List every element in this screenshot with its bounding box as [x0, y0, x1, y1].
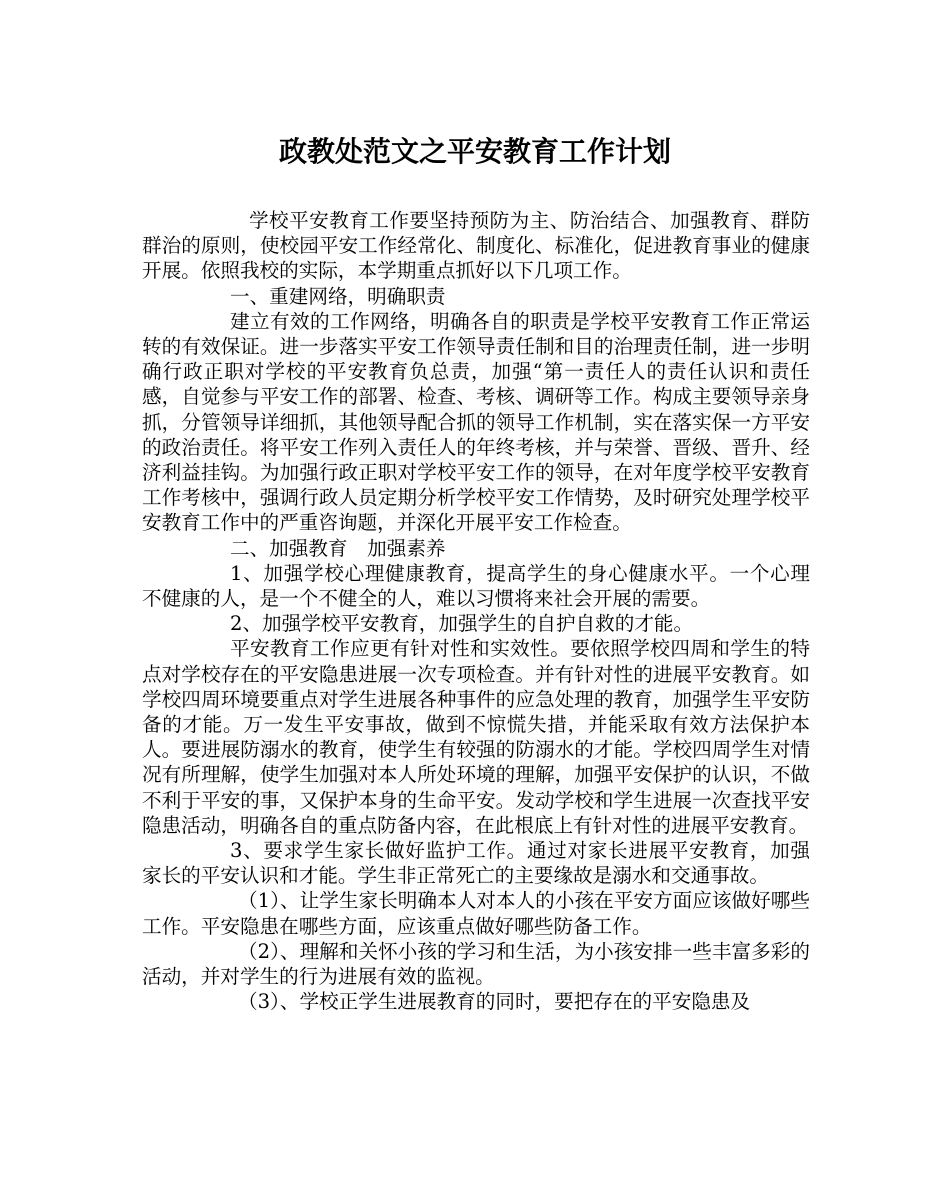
paragraph-item-2: 2、加强学校平安教育，加强学生的自护自救的才能。 [230, 612, 694, 636]
document-title: 政教处范文之平安教育工作计划 [278, 135, 671, 168]
document-body [142, 208, 810, 1015]
paragraph-sub-3: （3）、学校正学生进展教育的同时，要把存在的平安隐患及 [238, 990, 751, 1014]
paragraph-item-3: 3、要求学生家长做好监护工作。通过对家长进展平安教育，加强家长的平安认识和才能。学生非正常死亡的主要缘故是溺水和交通事故。 [142, 839, 810, 888]
section-heading-1: 一、重建网络，明确职责 [230, 284, 446, 308]
paragraph-sub-2: （2）、理解和关怀小孩的学习和生活，为小孩安排一些丰富多彩的活动，并对学生的行为进展有效的监视。 [142, 939, 810, 989]
paragraph-safety-education: 平安教育工作应更有针对性和实效性。要依照学校四周和学生的特点对学校存在的平安隐患进展一次专项检查。并有针对性的进展平安教育。如学校四周环境要重点对学生进展各种事件的应急处理的教育，加强学生平安防备的才能。万一发生平安事故，做到不惊慌失措，并能采取有效方法保护本人。要进展防溺水的教育，使学生有较强的防溺水的才能。学校四周学生对情况有所理解，使学生加强对本人所处环境的理解，加强平安保护的认识，不做不利于平安的事，又保护本身的生命平安。发动学校和学生进展一次查找平安隐患活动，明确各自的重点防备内容，在此根底上有针对性的进展平安教育。 [142, 637, 810, 837]
section-heading-2: 二、加强教育 加强素养 [230, 536, 446, 560]
paragraph-sub-1: （1）、让学生家长明确本人对本人的小孩在平安方面应该做好哪些工作。平安隐患在哪些方面，应该重点做好哪些防备工作。 [142, 889, 810, 938]
paragraph-item-1: 1、加强学校心理健康教育，提高学生的身心健康水平。一个心理不健康的人，是一个不健全的人，难以习惯将来社会开展的需要。 [142, 561, 810, 611]
paragraph-network: 建立有效的工作网络，明确各自的职责是学校平安教育工作正常运转的有效保证。进一步落实平安工作领导责任制和目的治理责任制，进一步明确行政正职对学校的平安教育负总责，加强“第一责任人的责任认识和责任感，自觉参与平安工作的部署、检查、考核、调研等工作。构成主要领导亲身抓，分管领导详细抓，其他领导配合抓的领导工作机制，实在落实保一方平安的政治责任。将平安工作列入责任人的年终考核，并与荣誉、晋级、晋升、经济利益挂钩。为加强行政正职对学校平安工作的领导，在对年度学校平安教育工作考核中，强调行政人员定期分析学校平安工作情势，及时研究处理学校平安教育工作中的严重咨询题，并深化开展平安工作检查。 [142, 309, 810, 535]
paragraph-intro: 学校平安教育工作要坚持预防为主、防治结合、加强教育、群防群治的原则，使校园平安工作经常化、制度化、标准化，促进教育事业的健康开展。依照我校的实际，本学期重点抓好以下几项工作。 [142, 209, 810, 283]
